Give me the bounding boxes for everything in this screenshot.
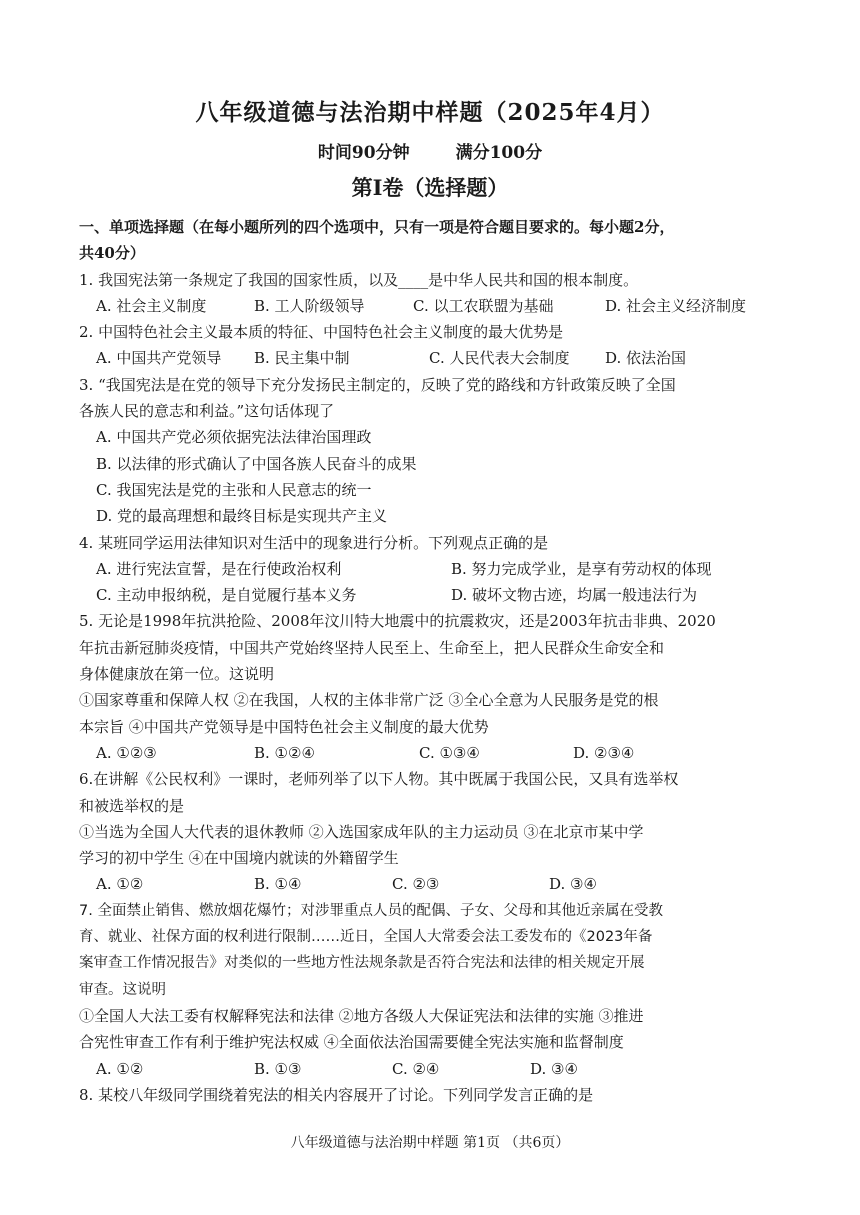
question-7-items-cont: 合宪性审查工作有利于维护宪法权威 ④全面依法治国需要健全宪法实施和监督制度 xyxy=(79,1033,624,1052)
question-5-options xyxy=(79,740,782,766)
option-a: A. 中国共产党必须依据宪法法律治国理政 xyxy=(96,428,372,447)
question-1-stem: 1. 我国宪法第一条规定了我国的国家性质，以及____是中华人民共和国的根本制度。 xyxy=(79,270,639,289)
question-8-stem: 8. 某校八年级同学围绕着宪法的相关内容展开了讨论。下列同学发言正确的是 xyxy=(79,1085,594,1104)
question-1-options xyxy=(79,293,782,319)
option-c: C. ②③ xyxy=(392,875,440,894)
question-5-items-cont: 本宗旨 ④中国共产党领导是中国特色社会主义制度的最大优势 xyxy=(79,717,489,736)
question-7-stem-cont: 审查。这说明 xyxy=(79,981,166,998)
exam-time: 时间90分钟 xyxy=(317,143,410,163)
option-b: B. ①③ xyxy=(254,1059,302,1078)
exam-score: 满分100分 xyxy=(455,143,543,163)
question-4-options-row2 xyxy=(79,582,782,608)
option-b: B. ①②④ xyxy=(254,743,315,762)
option-c: C. ①③④ xyxy=(419,743,480,762)
question-6-stem: 6.在讲解《公民权利》一课时，老师列举了以下人物。其中既属于我国公民，又具有选举权 xyxy=(79,770,679,789)
option-a: A. ①② xyxy=(96,1059,144,1078)
question-5-items: ①国家尊重和保障人权 ②在我国，人权的主体非常广泛 ③全心全意为人民服务是党的根 xyxy=(79,691,659,710)
volume-heading: 第Ⅰ卷（选择题） xyxy=(351,175,509,200)
question-6-items: ①当选为全国人大代表的退休教师 ②入选国家成年队的主力运动员 ③在北京市某中学 xyxy=(79,822,644,841)
option-a: A. ①②③ xyxy=(96,743,157,762)
question-4-stem: 4. 某班同学运用法律知识对生活中的现象进行分析。下列观点正确的是 xyxy=(79,533,549,552)
option-d: D. ③④ xyxy=(549,875,597,894)
question-7-options xyxy=(79,1056,782,1082)
section-heading: 一、单项选择题（在每小题所列的四个选项中，只有一项是符合题目要求的。每小题2分， xyxy=(79,218,675,236)
option-b: B. 以法律的形式确认了中国各族人民奋斗的成果 xyxy=(96,454,417,473)
question-5-stem-cont: 身体健康放在第一位。这说明 xyxy=(79,665,275,684)
option-c: C. 我国宪法是党的主张和人民意志的统一 xyxy=(96,480,372,499)
option-c: C. 人民代表大会制度 xyxy=(429,349,570,368)
question-7-items: ①全国人大法工委有权解释宪法和法律 ②地方各级人大保证宪法和法律的实施 ③推进 xyxy=(79,1006,644,1025)
question-2-options xyxy=(79,345,782,371)
question-2-stem: 2. 中国特色社会主义最本质的特征、中国特色社会主义制度的最大优势是 xyxy=(79,323,564,342)
option-d: D. 社会主义经济制度 xyxy=(605,296,747,315)
question-5-stem-cont: 年抗击新冠肺炎疫情，中国共产党始终坚持人民至上、生命至上，把人民群众生命安全和 xyxy=(79,638,665,657)
option-c: C. 主动申报纳税，是自觉履行基本义务 xyxy=(96,586,357,605)
option-d: D. ③④ xyxy=(530,1059,578,1078)
question-6-items-cont: 学习的初中学生 ④在中国境内就读的外籍留学生 xyxy=(79,849,399,868)
question-3-stem-cont: 各族人民的意志和利益。”这句话体现了 xyxy=(79,402,335,421)
option-c: C. ②④ xyxy=(392,1059,440,1078)
exam-subtitle xyxy=(0,138,860,163)
option-b: B. 民主集中制 xyxy=(254,349,350,368)
option-b: B. ①④ xyxy=(254,875,302,894)
option-c: C. 以工农联盟为基础 xyxy=(413,296,554,315)
option-b: B. 工人阶级领导 xyxy=(254,296,365,315)
question-list xyxy=(79,214,782,1108)
option-d: D. 破坏文物古迹，均属一般违法行为 xyxy=(451,586,698,605)
option-a: A. 社会主义制度 xyxy=(96,296,207,315)
option-d: D. 党的最高理想和最终目标是实现共产主义 xyxy=(96,507,388,526)
option-b: B. 努力完成学业，是享有劳动权的体现 xyxy=(451,559,712,578)
question-7-stem-cont: 育、就业、社保方面的权利进行限制……近日，全国人大常委会法工委发布的《2023年备 xyxy=(79,929,653,946)
question-7-stem-cont: 案审查工作情况报告》对类似的一些地方性法规条款是否符合宪法和法律的相关规定开展 xyxy=(79,955,645,972)
option-a: A. 进行宪法宣誓，是在行使政治权利 xyxy=(96,559,342,578)
question-6-options xyxy=(79,871,782,897)
option-a: A. 中国共产党领导 xyxy=(96,349,222,368)
option-d: D. 依法治国 xyxy=(605,349,687,368)
section-heading-cont: 共40分） xyxy=(79,244,145,263)
question-5-stem: 5. 无论是1998年抗洪抢险、2008年汶川特大地震中的抗震救灾，还是2003年抗击非典、2020 xyxy=(79,612,716,631)
option-d: D. ②③④ xyxy=(573,743,635,762)
option-a: A. ①② xyxy=(96,875,144,894)
question-7-stem: 7. 全面禁止销售、燃放烟花爆竹；对涉罪重点人员的配偶、子女、父母和其他近亲属在受教 xyxy=(79,902,663,919)
page-footer: 八年级道德与法治期中样题 第1页 （共6页） xyxy=(290,1135,570,1151)
question-4-options-row1 xyxy=(79,556,782,582)
exam-title: 八年级道德与法治期中样题（2025年4月） xyxy=(195,99,665,126)
question-3-stem: 3. “我国宪法是在党的领导下充分发扬民主制定的，反映了党的路线和方针政策反映了全国 xyxy=(79,375,676,394)
question-6-stem-cont: 和被选举权的是 xyxy=(79,796,185,815)
